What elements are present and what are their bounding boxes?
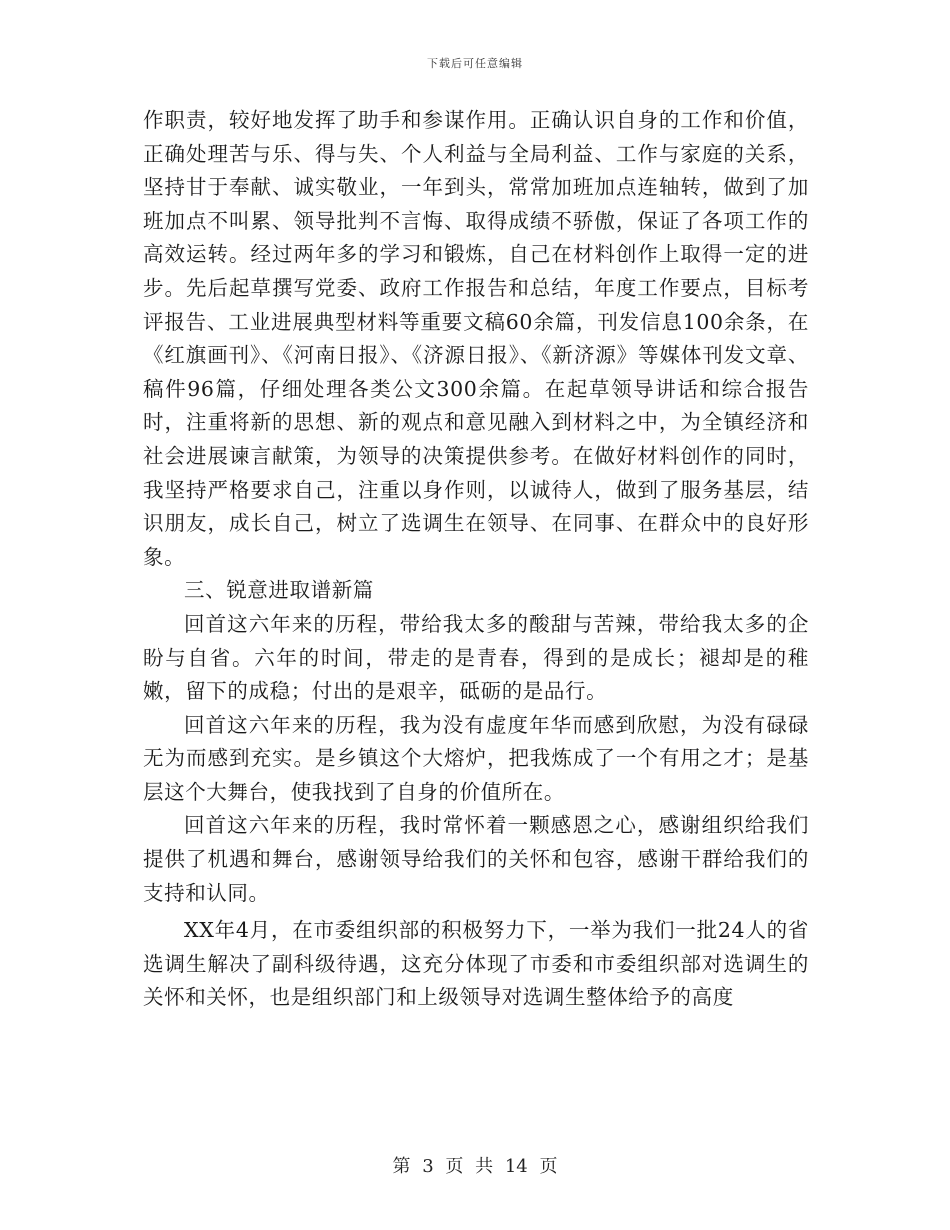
page-footer: 第 3 页 共 14 页 xyxy=(392,1156,558,1177)
paragraph: 回首这六年来的历程，带给我太多的酸甜与苦辣，带给我太多的企盼与自省。六年的时间，带走的是青春，得到的是成长；褪却是的稚嫩，留下的成稳；付出的是艰辛，砥砺的是品行。 xyxy=(143,611,809,704)
paragraph: 回首这六年来的历程，我时常怀着一颗感恩之心，感谢组织给我们提供了机遇和舞台，感谢领导给我们的关怀和包容，感谢干群给我们的支持和认同。 xyxy=(143,813,809,905)
paragraph: 回首这六年来的历程，我为没有虚度年华而感到欣慰，为没有碌碌无为而感到充实。是乡镇这个大熔炉，把我炼成了一个有用之才；是基层这个大舞台，使我找到了自身的价值所在。 xyxy=(143,712,809,804)
paragraph: XX年4月，在市委组织部的积极努力下，一举为我们一批24人的省选调生解决了副科级待遇，这充分体现了市委和市委组织部对选调生的关怀和关怀，也是组织部门和上级领导对选调生整体给予的高度 xyxy=(143,918,809,1010)
section-heading: 三、锐意进取谱新篇 xyxy=(184,578,374,603)
document-body xyxy=(143,104,809,1015)
page-header: 下载后可任意编辑 xyxy=(427,57,523,70)
paragraph-continuation: 作职责，较好地发挥了助手和参谋作用。正确认识自身的工作和价值，正确处理苦与乐、得与失、个人利益与全局利益、工作与家庭的关系，坚持甘于奉献、诚实敬业，一年到头，常常加班加点连轴转，做到了加班加点不叫累、领导批判不言悔、取得成绩不骄傲，保证了各项工作的高效运转。经过两年多的学习和锻炼，自己在材料创作上取得一定的进步。先后起草撰写党委、政府工作报告和总结，年度工作要点，目标考评报告、工业进展典型材料等重要文稿60余篇，刊发信息100余条，在《红旗画刊》、《河南日报》、《济源日报》、《新济源》等媒体刊发文章、稿件96篇，仔细处理各类公文300余篇。在起草领导讲话和综合报告时，注重将新的思想、新的观点和意见融入到材料之中，为全镇经济和社会进展谏言献策，为领导的决策提供参考。在做好材料创作的同时，我坚持严格要求自己，注重以身作则，以诚待人，做到了服务基层，结识朋友，成长自己，树立了选调生在领导、在同事、在群众中的良好形象。 xyxy=(143,108,809,569)
